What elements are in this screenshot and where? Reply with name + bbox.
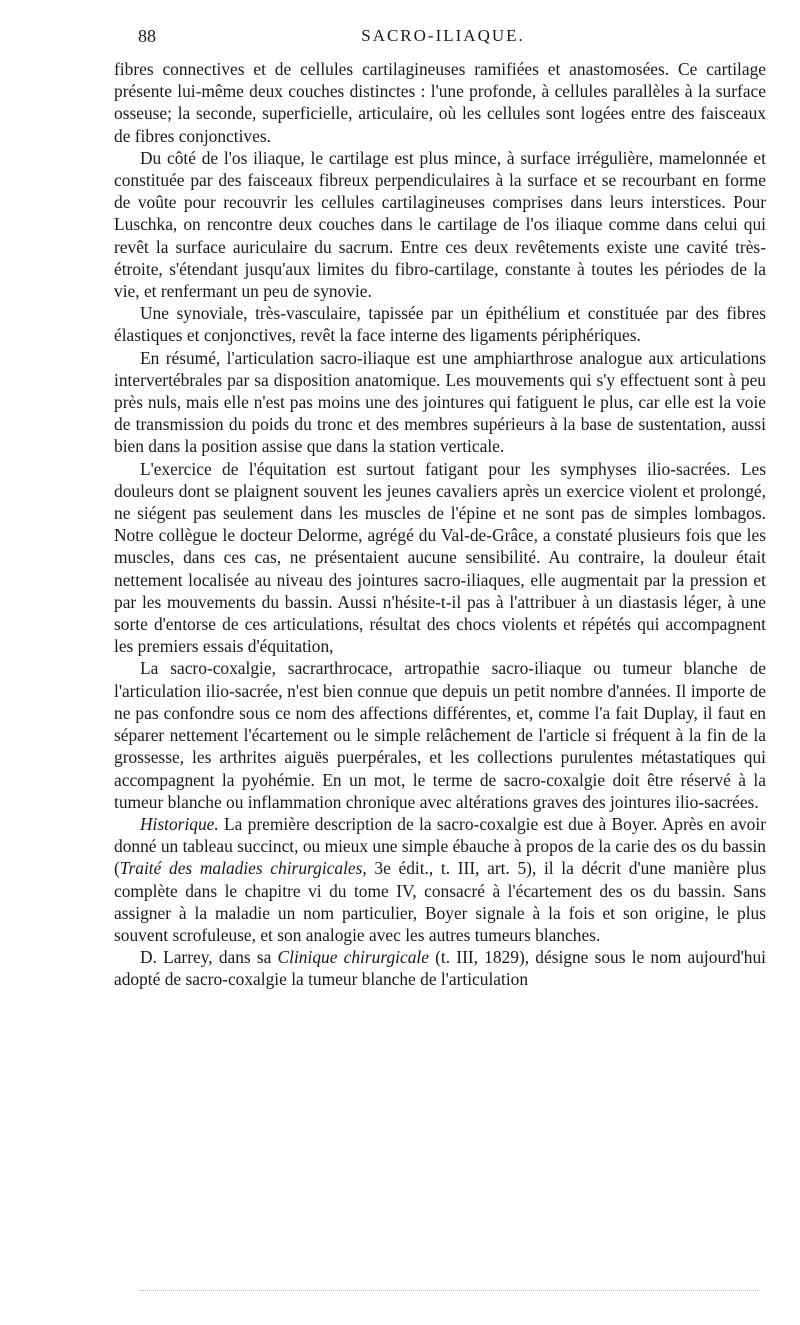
paragraph-5: L'exercice de l'équitation est surtout fatigant pour les symphyses ilio-sacrées. Les douleurs dont se plaignent souvent les jeunes cavaliers après un exercice violent et prolongé, ne siégent pas seulement dans les muscles de l'épine et ne sont pas de simples lombagos. Notre collègue le docteur Delorme, agrégé du Val-de-Grâce, a constaté plusieurs fois que les muscles, dans ces cas, ne présentaient aucune sensibilité. Au contraire, la douleur était nettement localisée au niveau des jointures sacro-iliaques, elle augmentait par la pression et par les mouvements du bassin. Aussi n'hésite-t-il pas à l'attribuer à un diastasis léger, à une sorte d'entorse de ces articulations, résultat des chocs violents et répétés qui accompagnent les premiers essais d'équitation, bbox=[114, 458, 766, 657]
paragraph-2: Du côté de l'os iliaque, le cartilage est plus mince, à surface irrégulière, mamelonnée et constituée par des faisceaux fibreux perpendiculaires à la surface et se recourbant en forme de voûte pour recouvrir les cellules cartilagineuses comprises dans leurs interstices. Pour Luschka, on rencontre deux couches dans le cartilage de l'os iliaque comme dans celui qui revêt la surface auriculaire du sacrum. Entre ces deux revêtements existe une cavité très-étroite, s'étendant jusqu'aux limites du fibro-cartilage, constante à toutes les périodes de la vie, et renfermant un peu de synovie. bbox=[114, 147, 766, 302]
page-bottom-bleedthrough bbox=[140, 1288, 760, 1291]
paragraph-larrey bbox=[114, 946, 766, 990]
paragraph-4: En résumé, l'articulation sacro-iliaque est une amphiarthrose analogue aux articulations intervertébrales par sa disposition anatomique. Les mouvements qui s'y effectuent sont à peu près nuls, mais elle n'est pas moins une des jointures qui fatiguent le plus, car elle est la voie de transmission du poids du tronc et des membres supérieurs à la base de sustentation, aussi bien dans la position assise que dans la station verticale. bbox=[114, 347, 766, 457]
paragraph-text: D. Larrey, dans sa bbox=[140, 947, 278, 968]
paragraph-text: La première description de la sacro-coxalgie est due à Boyer. Après en avoir donné un tableau succinct, ou mieux une simple ébauche à propos de la carie des os du bassin ( bbox=[114, 813, 766, 879]
page-number: 88 bbox=[138, 26, 156, 46]
paragraph-1: fibres connectives et de cellules cartilagineuses ramifiées et anastomosées. Ce cartilage présente lui-même deux couches distinctes : l'une profonde, à cellules parallèles à la surface osseuse; la seconde, superficielle, articulaire, où les cellules sont logées entre des faisceaux de fibres conjonctives. bbox=[114, 59, 766, 146]
paragraph-text: (t. III, 1829), désigne sous le nom aujourd'hui adopté de sacro-coxalgie la tumeur blanche de l'articulation bbox=[114, 947, 766, 990]
section-lead-historique: Historique. bbox=[140, 813, 219, 834]
page-header bbox=[118, 26, 768, 52]
paragraph-6: La sacro-coxalgie, sacrarthrocace, artropathie sacro-iliaque ou tumeur blanche de l'articulation ilio-sacrée, n'est bien connue que depuis un petit nombre d'années. Il importe de ne pas confondre sous ce nom des affections différentes, et, comme l'a fait Duplay, il faut en séparer nettement l'écartement ou le simple relâchement de l'article si fréquent à la fin de la grossesse, les arthrites aiguës puerpérales, et les collections purulentes métastatiques qui accompagnent la pyohémie. En un mot, le terme de sacro-coxalgie doit être réservé à la tumeur blanche ou inflammation chronique avec altérations graves des jointures ilio-sacrées. bbox=[114, 658, 766, 812]
paragraph-3: Une synoviale, très-vasculaire, tapissée par un épithélium et constituée par des fibres élastiques et conjonctives, revêt la face interne des ligaments périphériques. bbox=[114, 303, 766, 346]
book-title-citation: Traité des maladies chirurgicales bbox=[119, 858, 363, 879]
body-text bbox=[114, 58, 766, 991]
running-head: SACRO-ILIAQUE. bbox=[361, 26, 525, 45]
paragraph-historique bbox=[114, 813, 766, 946]
book-title-citation: Clinique chirurgicale bbox=[277, 947, 429, 968]
paragraph-text: , 3e édit., t. III, art. 5), il la décrit d'une manière plus complète dans le chapitre vi du tome IV, consacré à l'écartement des os du bassin. Sans assigner à la maladie un nom particulier, Boyer signale à la fois et son origine, le plus souvent scrofuleuse, et son analogie avec les autres tumeurs blanches. bbox=[114, 858, 766, 945]
